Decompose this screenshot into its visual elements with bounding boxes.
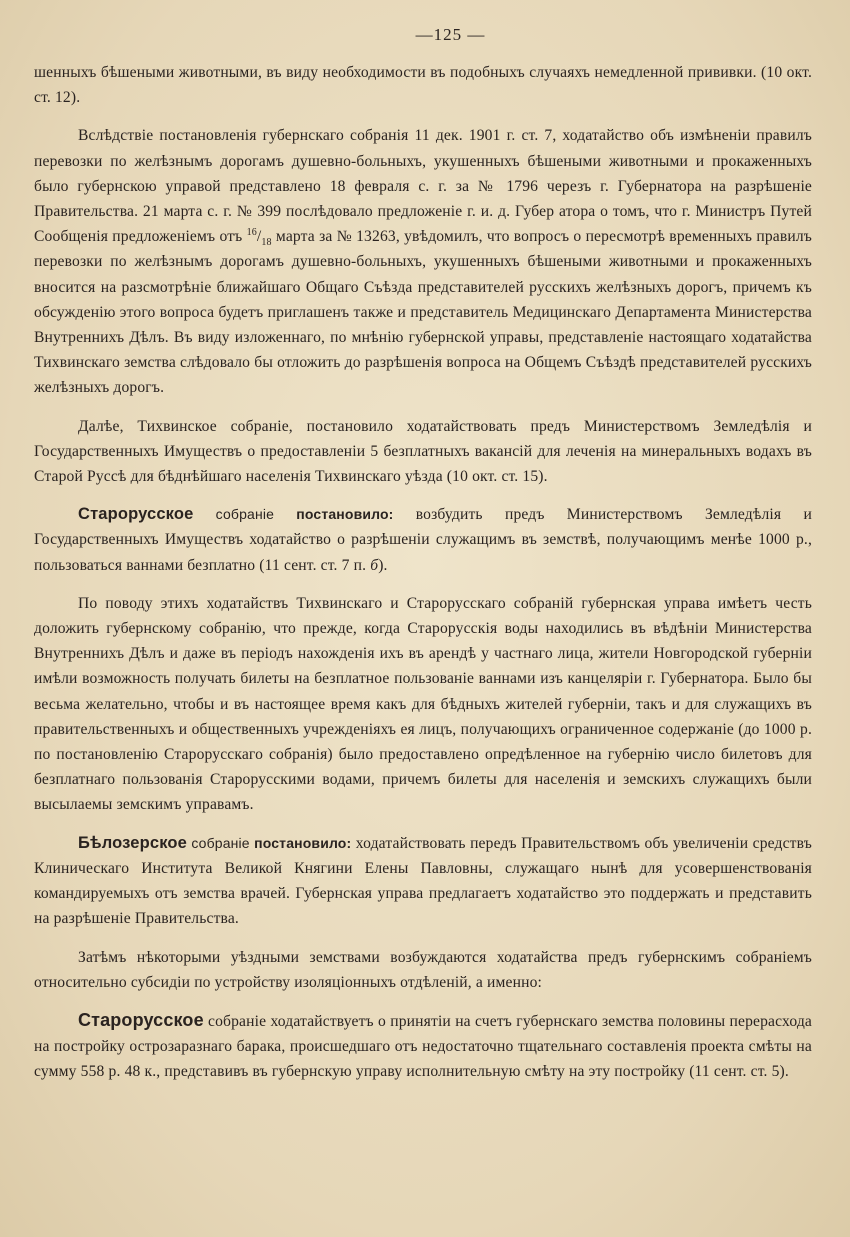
paragraph-text: ). — [378, 556, 388, 574]
paragraph-text: собраніе — [186, 834, 255, 851]
paragraph-text: собраніе — [193, 506, 297, 523]
paragraph-4 — [34, 502, 812, 578]
paragraph-text: По поводу этихъ ходатайствъ Тихвинскаго и Старорусскаго собраній губернская управа имѣетъ честь доложить губернскому собранію, что прежде, когда Старорусскія воды находились въ вѣдѣніи Министерства Внутреннихъ Дѣлъ и даже въ періодъ нахожденія ихъ въ арендѣ у частнаго лица, жители Новгородской губерніи имѣли возможность получать билеты на безплатное пользованіе ваннами изъ канцеляріи г. Губернатора. Было бы весьма желательно, чтобы и въ настоящее время какъ для бѣдныхъ жителей губерніи, такъ и для служащихъ въ правительственныхъ и общественныхъ учрежденіяхъ ея лицъ, получающихъ ограниченное содержаніе (до 1000 р. по постановленію Старорусскаго собранія) было предоставлено опредѣленное на губернію число билетовъ для безплатнаго пользованія Старорусскими водами, причемъ билеты для населенія и земскихъ служащихъ были высылаемы земскимъ управамъ. — [34, 594, 812, 814]
paragraph-1 — [34, 60, 812, 110]
paragraph-text: ходатайствовать передъ Правительствомъ объ увеличеніи средствъ Клиническаго Института Великой Княгини Елены Павловны, служащаго нынѣ для усовершенствованія командируемыхъ отъ земства врачей. Губернская управа предлагаетъ ходатайство это поддержать и представить на разрѣшеніе Правительства. — [34, 834, 812, 928]
fraction-denominator: 18 — [261, 237, 272, 249]
paragraph-5 — [34, 591, 812, 818]
paragraph-3 — [34, 414, 812, 490]
paragraph-6 — [34, 831, 812, 932]
paragraph-2: Вслѣдствіе постановленія губернскаго собранія 11 дек. 1901 г. ст. 7, ходатайство объ измѣненіи правилъ перевозки по желѣзнымъ дорогамъ душевно-больныхъ, укушенныхъ бѣшеными животными и прокаженныхъ было губернскою управой представлено 18 февраля с. г. за № 1796 черезъ г. Губернатора на разрѣшеніе Правительства. 21 марта с. г. № 399 послѣдовало предложеніе г. и. д. Губер атора о томъ, что г. Министръ Путей Сообщенія предложеніемъ отъ $^{16}/_{18}$ марта за № 13263, увѣдомилъ, что вопросъ о пересмотрѣ временныхъ правилъ перевозки по желѣзнымъ дорогамъ душевно-больныхъ, укушенныхъ бѣшеными животными и прокаженныхъ вносится на разсмотрѣніе ближайшаго Общаго Съѣзда представителей русскихъ желѣзныхъ дорогъ, причемъ къ обсужденію этого вопроса будетъ приглашенъ также и представитель Медицинскаго Департамента Министерства Внутреннихъ Дѣлъ. Въ виду изложеннаго, по мнѣнію губернской управы, представленіе настоящаго ходатайства Тихвинскаго земства слѣдовало бы отложить до разрѣшенія вопроса на Общемъ Съѣздѣ представителей русскихъ желѣзныхъ дорогъ. — [34, 127, 812, 397]
paragraph-text: возбудить предъ Министерствомъ Земледѣлія и Государственныхъ Имуществъ ходатайство о разрѣшеніи служащимъ въ земствѣ, получающимъ менѣе 1000 р., пользоваться ваннами безплатно (11 сент. ст. 7 п. — [34, 506, 812, 574]
paragraph-text: Затѣмъ нѣкоторыми уѣздными земствами возбуждаются ходатайства предъ губернскимъ собраніемъ относительно субсидіи по устройству изоляціонныхъ отдѣленій, а именно: — [34, 948, 812, 991]
paragraph-text: Вслѣдствіе постановленія губернскаго собранія 11 дек. 1901 г. ст. 7, ходатайство объ измѣненіи правилъ перевозки по желѣзнымъ дорогамъ душевно-больныхъ, укушенныхъ бѣшеными животными и прокаженныхъ было губернскою управой представлено 18 февраля с. г. за № 1796 черезъ г. Губернатора на разрѣшеніе Правительства. 21 марта с. г. № 399 послѣдовало предложеніе г. и. д. Губер атора о томъ, что г. Министръ Путей Сообщенія предложеніемъ отъ — [34, 127, 812, 246]
page-number: —125 — — [415, 25, 486, 44]
paragraph-text: Далѣе, Тихвинское собраніе, постановило ходатайствовать предъ Министерствомъ Земледѣлія и Государственныхъ Имуществъ о предоставленіи 5 безплатныхъ вакансій для леченія на минеральныхъ водахъ въ Старой Руссѣ для бѣднѣйшаго населенія Тихвинскаго уѣзда (10 окт. ст. 15). — [34, 417, 812, 486]
zemstvo-heading: Бѣлозерское — [78, 833, 187, 852]
zemstvo-heading: Старорусское — [78, 1009, 204, 1030]
paragraph-text: б — [370, 556, 379, 574]
paragraph-text: собраніе ходатайствуетъ о принятіи на счетъ губернскаго земства половины перерасхода на постройку острозаразнаго барака, происшедшаго отъ недостаточно тщательнаго составленія проекта смѣты на сумму 558 р. 48 к., представивъ въ губернскую управу исполнительную смѣту на эту постройку (11 сент. ст. 5). — [34, 1012, 812, 1081]
resolution-label: постановило: — [296, 506, 394, 523]
paragraph-8 — [34, 1008, 812, 1085]
zemstvo-heading: Старорусское — [78, 505, 194, 524]
paragraph-text: шенныхъ бѣшеными животными, въ виду необходимости въ подобныхъ случаяхъ немедленной прививки. (10 окт. ст. 12). — [34, 64, 812, 107]
resolution-label: постановило: — [254, 834, 352, 851]
fraction-numerator: 16 — [246, 227, 257, 239]
paragraph-text: марта за № 13263, увѣдомилъ, что вопросъ о пересмотрѣ временныхъ правилъ перевозки по желѣзнымъ дорогамъ душевно-больныхъ, укушенныхъ бѣшеными животными и прокаженныхъ вносится на разсмотрѣніе ближайшаго Общаго Съѣзда представителей русскихъ желѣзныхъ дорогъ, причемъ къ обсужденію этого вопроса будетъ приглашенъ также и представитель Медицинскаго Департамента Министерства Внутреннихъ Дѣлъ. Въ виду изложеннаго, по мнѣнію губернской управы, представленіе настоящаго ходатайства Тихвинскаго земства слѣдовало бы отложить до разрѣшенія вопроса на Общемъ Съѣздѣ представителей русскихъ желѣзныхъ дорогъ. — [34, 228, 812, 397]
paragraph-7 — [34, 945, 812, 995]
